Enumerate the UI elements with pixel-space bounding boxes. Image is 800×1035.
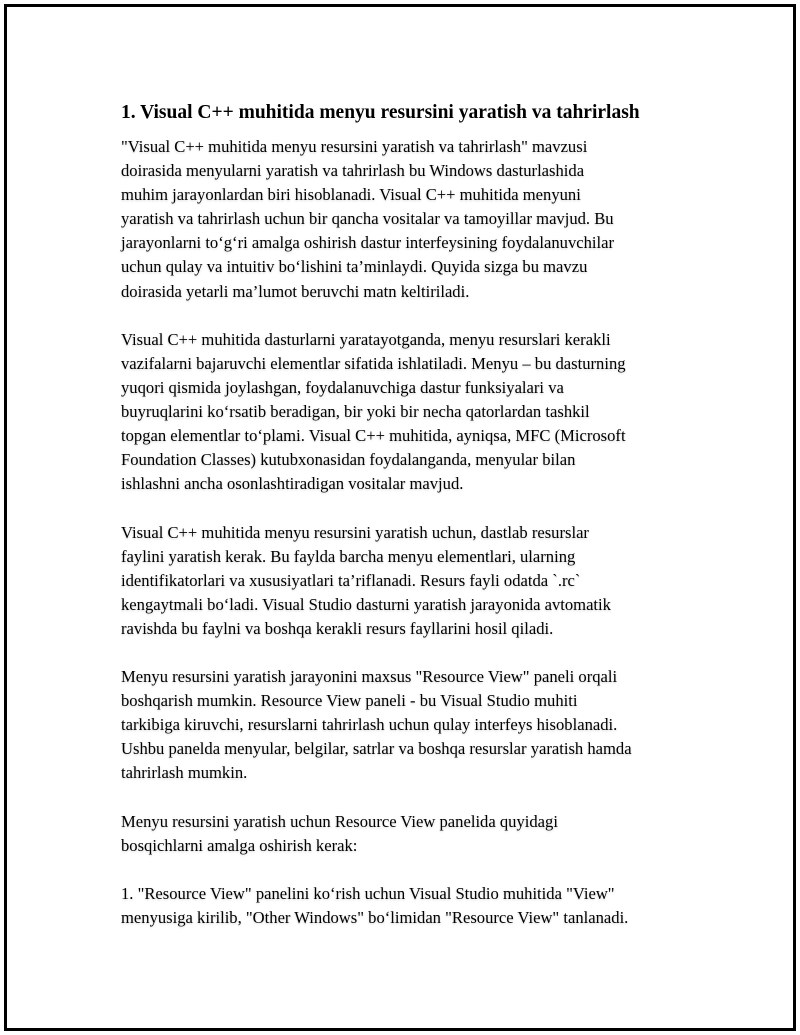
paragraph-line: topgan elementlar to‘plami. Visual C++ muhitida, ayniqsa, MFC (Microsoft: [121, 426, 626, 446]
paragraph-line: doirasida yetarli ma’lumot beruvchi matn keltiriladi.: [121, 281, 470, 301]
paragraph-line: Visual C++ muhitida dasturlarni yaratayotganda, menyu resurslari kerakli: [121, 329, 611, 349]
document-body: [121, 99, 691, 954]
paragraph-6: [121, 882, 691, 930]
paragraph-line: tarkibiga kiruvchi, resurslarni tahrirlash uchun qulay interfeys hisoblanadi.: [121, 715, 618, 735]
paragraph-line: Ushbu panelda menyular, belgilar, satrlar va boshqa resurslar yaratish hamda: [121, 739, 632, 759]
paragraph-3: [121, 521, 691, 641]
paragraph-line: yuqori qismida joylashgan, foydalanuvchiga dastur funksiyalari va: [121, 377, 564, 397]
section-heading: 1. Visual C++ muhitida menyu resursini yaratish va tahrirlash: [121, 102, 640, 123]
paragraph-line: vazifalarni bajaruvchi elementlar sifatida ishlatiladi. Menyu – bu dasturning: [121, 353, 626, 373]
page-frame: [4, 4, 796, 1031]
paragraph-4: [121, 665, 691, 785]
paragraph-line: Menyu resursini yaratish jarayonini maxsus "Resource View" paneli orqali: [121, 667, 618, 687]
paragraph-line: menyusiga kirilib, "Other Windows" bo‘limidan "Resource View" tanlanadi.: [121, 908, 629, 927]
paragraph-line: ishlashni ancha osonlashtiradigan vositalar mavjud.: [121, 474, 464, 494]
paragraph-line: Menyu resursini yaratish uchun Resource View panelida quyidagi: [121, 811, 558, 831]
paragraph-line: uchun qulay va intuitiv bo‘lishini ta’minlaydi. Quyida sizga bu mavzu: [121, 257, 588, 277]
paragraph-line: tahrirlash mumkin.: [121, 763, 248, 783]
paragraph-line: 1. "Resource View" panelini ko‘rish uchun Visual Studio muhitida "View": [121, 883, 615, 903]
paragraph-line: muhim jarayonlardan biri hisoblanadi. Visual C++ muhitida menyuni: [121, 185, 581, 205]
paragraph-line: jarayonlarni to‘g‘ri amalga oshirish dastur interfeysining foydalanuvchilar: [121, 233, 615, 253]
paragraph-line: "Visual C++ muhitida menyu resursini yaratish va tahrirlash" mavzusi: [121, 137, 588, 156]
paragraph-line: kengaytmali bo‘ladi. Visual Studio dasturni yaratish jarayonida avtomatik: [121, 594, 611, 614]
paragraph-line: Foundation Classes) kutubxonasidan foydalanganda, menyular bilan: [121, 450, 576, 470]
paragraph-line: faylini yaratish kerak. Bu faylda barcha menyu elementlari, ularning: [121, 546, 576, 566]
paragraph-line: bosqichlarni amalga oshirish kerak:: [121, 835, 358, 855]
paragraph-line: ravishda bu faylni va boshqa kerakli resurs fayllarini hosil qiladi.: [121, 618, 554, 638]
paragraphs-container: [121, 135, 691, 930]
paragraph-line: buyruqlarini ko‘rsatib beradigan, bir yoki bir necha qatorlardan tashkil: [121, 402, 590, 422]
paragraph-line: yaratish va tahrirlash uchun bir qancha vositalar va tamoyillar mavjud. Bu: [121, 209, 614, 229]
paragraph-line: doirasida menyularni yaratish va tahrirlash bu Windows dasturlashida: [121, 161, 585, 181]
paragraph-5: [121, 810, 691, 858]
paragraph-line: Visual C++ muhitida menyu resursini yaratish uchun, dastlab resurslar: [121, 522, 589, 542]
paragraph-line: identifikatorlari va xususiyatlari ta’riflanadi. Resurs fayli odatda `.rc`: [121, 570, 581, 590]
paragraph-line: boshqarish mumkin. Resource View paneli - bu Visual Studio muhiti: [121, 691, 578, 711]
paragraph-2: [121, 328, 691, 497]
paragraph-1: [121, 135, 691, 304]
